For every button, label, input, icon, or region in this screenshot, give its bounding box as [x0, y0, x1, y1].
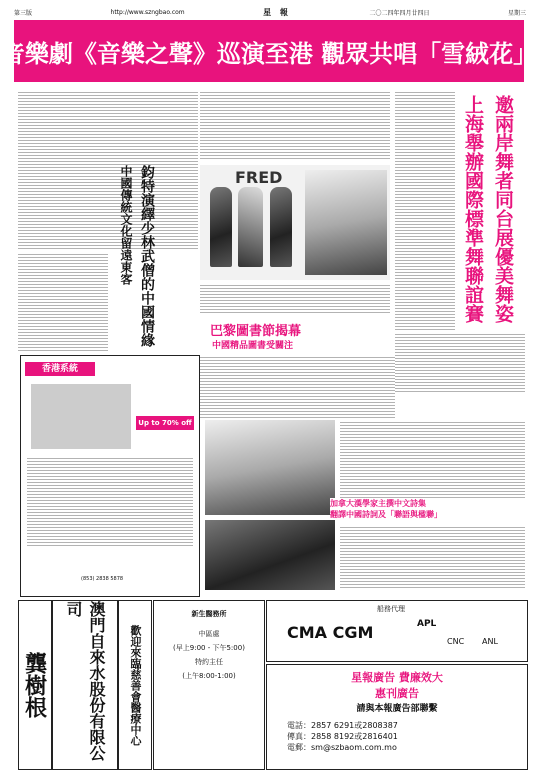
- person-photo: [210, 187, 232, 267]
- headline-text: 音樂劇《音樂之聲》巡演至港 觀眾共唱「雪絨花」: [0, 39, 538, 68]
- ad-clinic-line: (早上9:00 - 下午5:00): [173, 644, 245, 652]
- cnc-logo: CNC: [447, 637, 465, 646]
- article-body-bottom-right: [340, 525, 525, 590]
- page-number: 第三版: [14, 9, 33, 17]
- inset-caption: [330, 498, 450, 520]
- ad-hk-system[interactable]: [20, 355, 200, 597]
- story2-title: [118, 165, 198, 350]
- person-photo: [238, 187, 263, 267]
- person-photo: [270, 187, 292, 267]
- classified-line3: 請與本報廣告部聯繫: [356, 704, 438, 714]
- ad-photo: [31, 384, 131, 449]
- ad-vertical-name[interactable]: [18, 600, 52, 770]
- masthead: 星 報: [263, 7, 291, 17]
- photo-collage-top: [200, 165, 390, 280]
- classified-line1: 星報廣告 費廉效大: [351, 671, 443, 684]
- classified-tel2: 傳真：2858 8192或2816401: [287, 732, 398, 741]
- ad-classified[interactable]: [266, 664, 528, 770]
- event-photo: [305, 170, 387, 275]
- issue-date: 二〇二四年四月廿四日: [369, 9, 430, 17]
- headline-banner: [0, 20, 538, 82]
- site-url[interactable]: http://www.szngbao.com: [110, 8, 185, 16]
- article-body-lower-right: [340, 420, 525, 500]
- story3-title-line2: 邀兩岸舞者同台展優美舞姿: [492, 95, 514, 323]
- article-body-right-2: [395, 332, 525, 392]
- ad-shipping-label: 船務代理: [377, 605, 405, 613]
- ad-phone: (853) 2838 5878: [81, 576, 124, 582]
- ad-vertical-name-text: 龔樹根: [21, 652, 48, 718]
- ad-clinic-sub: 中區處: [198, 630, 220, 638]
- inset-caption-line1: 加拿大漢學家主撰中文詩集: [330, 499, 426, 508]
- page-header: [14, 6, 526, 18]
- apl-logo: APL: [417, 619, 437, 629]
- classified-line2: 惠刊廣告: [375, 687, 419, 700]
- story3-title: [460, 95, 524, 370]
- ad-clinic[interactable]: [153, 600, 265, 770]
- ad-charity-text: 歡迎來臨慈善會醫療中心: [129, 624, 142, 746]
- cma-cgm-logo: CMA CGM: [287, 623, 374, 642]
- ad-details: [27, 456, 193, 546]
- photo-caption-main: 巴黎圖書節揭幕: [210, 324, 302, 339]
- article-body-mid-top: [200, 90, 390, 160]
- inset-caption-line2: 翻譯中國詩詞及「聯語與楹聯」: [330, 510, 442, 519]
- photo-brand-sign: FRED: [235, 168, 283, 187]
- ad-water-company[interactable]: [52, 600, 118, 770]
- ad-sale-badge: Up to 70% off: [136, 416, 194, 430]
- classified-tel1: 電話：2857 6291或2808387: [287, 721, 398, 730]
- stage-photo: [205, 420, 335, 515]
- story3-title-line1: 上海舉辦國際標準舞聯誼賽: [462, 95, 484, 323]
- ad-water-company-text: 澳門自來水股份有限公司: [64, 601, 106, 761]
- ad-brand: 香港系統: [25, 362, 95, 376]
- ad-charity[interactable]: [118, 600, 152, 770]
- portrait-photo: [205, 520, 335, 590]
- ad-shipping[interactable]: [266, 600, 528, 662]
- anl-logo: ANL: [482, 637, 498, 646]
- photo-caption-sub: 中國精品圖書受關注: [212, 341, 294, 351]
- ad-clinic-line: 特約主任: [195, 658, 223, 666]
- classified-email[interactable]: 電郵：sm@szbaom.com.mo: [287, 743, 397, 752]
- story2-title-line2: 鈞特演繹少林武僧的中國情緣: [139, 165, 155, 347]
- ad-clinic-title: 新生醫務所: [191, 610, 227, 618]
- article-body-left-lower: [18, 252, 108, 352]
- photo-caption-text: [200, 283, 390, 313]
- article-body-right: [395, 90, 455, 330]
- ad-clinic-line: (上午8:00-1:00): [182, 672, 236, 680]
- story2-title-line1: 中國傳統文化留遠東客: [119, 165, 133, 285]
- article-body-mid: [200, 355, 395, 420]
- weekday: 星期三: [507, 9, 526, 17]
